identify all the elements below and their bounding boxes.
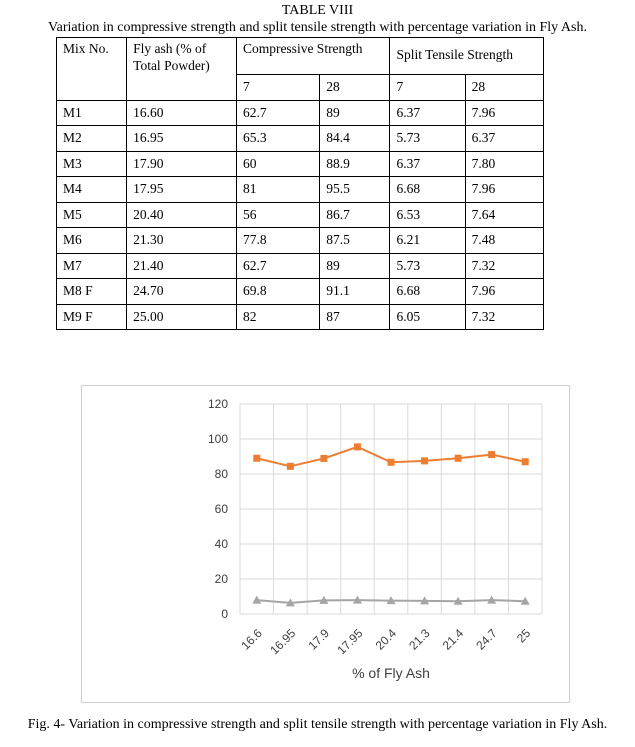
- table-row: [57, 304, 544, 330]
- cell-split-7: 6.37: [390, 100, 465, 126]
- x-tick-label: 16.95: [267, 626, 299, 658]
- series-1-point: [488, 451, 495, 458]
- cell-compressive-7: 81: [236, 177, 319, 203]
- cell-fly-ash: 20.40: [127, 202, 237, 228]
- x-tick-label: 24.7: [473, 626, 500, 653]
- series-1-point: [522, 458, 529, 465]
- table-row: [57, 253, 544, 279]
- cell-fly-ash: 16.95: [127, 126, 237, 152]
- table-row: [57, 100, 544, 126]
- cell-fly-ash: 17.95: [127, 177, 237, 203]
- table-row: [57, 202, 544, 228]
- y-tick-label: 60: [214, 502, 228, 516]
- cell-compressive-7: 56: [236, 202, 319, 228]
- x-tick-label: 17.9: [305, 626, 332, 653]
- cell-fly-ash: 21.30: [127, 228, 237, 254]
- header-split-7: 7: [390, 75, 465, 101]
- cell-compressive-7: 82: [236, 304, 319, 330]
- cell-compressive-7: 65.3: [236, 126, 319, 152]
- line-chart: [82, 386, 569, 702]
- cell-split-7: 6.37: [390, 151, 465, 177]
- header-mix-no: Mix No.: [57, 38, 127, 101]
- cell-split-28: 7.32: [465, 304, 543, 330]
- table-header-row: [57, 38, 544, 75]
- cell-split-28: 6.37: [465, 126, 543, 152]
- series-1-point: [388, 459, 395, 466]
- table-caption: Variation in compressive strength and split tensile strength with percentage variation in Fly Ash.: [48, 20, 587, 35]
- cell-split-28: 7.48: [465, 228, 543, 254]
- cell-fly-ash: 24.70: [127, 279, 237, 305]
- x-tick-label: 20.4: [372, 626, 400, 653]
- cell-compressive-28: 87: [320, 304, 390, 330]
- cell-split-28: 7.80: [465, 151, 543, 177]
- y-tick-label: 80: [214, 467, 228, 481]
- y-tick-label: 0: [221, 607, 228, 621]
- cell-compressive-7: 69.8: [236, 279, 319, 305]
- y-tick-label: 40: [214, 537, 228, 551]
- cell-split-7: 6.68: [390, 279, 465, 305]
- x-tick-label: 16.6: [238, 626, 265, 653]
- series-1-point: [421, 457, 428, 464]
- x-tick-label: 17.95: [334, 626, 366, 658]
- cell-compressive-28: 84.4: [320, 126, 390, 152]
- x-tick-label: 21.3: [406, 626, 433, 653]
- cell-compressive-28: 88.9: [320, 151, 390, 177]
- header-compressive-7: 7: [236, 75, 319, 101]
- results-table: [56, 37, 544, 330]
- header-split-28: 28: [465, 75, 543, 101]
- y-tick-label: 20: [214, 572, 228, 586]
- series-1-point: [455, 455, 462, 462]
- cell-mix-no: M7: [57, 253, 127, 279]
- cell-mix-no: M1: [57, 100, 127, 126]
- table-title: TABLE VIII: [281, 3, 354, 18]
- series-1-point: [354, 443, 361, 450]
- cell-compressive-28: 87.5: [320, 228, 390, 254]
- header-compressive-28: 28: [320, 75, 390, 101]
- chart-container: [81, 385, 570, 703]
- header-compressive-strength: Compressive Strength: [236, 38, 390, 75]
- table-body: [57, 100, 544, 330]
- x-tick-label: 25: [513, 626, 534, 646]
- cell-split-28: 7.64: [465, 202, 543, 228]
- series-1-point: [253, 455, 260, 462]
- figure-caption: Fig. 4- Variation in compressive strength and split tensile strength with percentage variation in Fly Ash.: [27, 717, 608, 732]
- cell-split-28: 7.32: [465, 253, 543, 279]
- cell-mix-no: M6: [57, 228, 127, 254]
- series-1-point: [320, 455, 327, 462]
- cell-split-28: 7.96: [465, 177, 543, 203]
- x-tick-label: 21.4: [439, 626, 467, 653]
- cell-fly-ash: 16.60: [127, 100, 237, 126]
- cell-compressive-28: 89: [320, 100, 390, 126]
- cell-compressive-7: 62.7: [236, 253, 319, 279]
- cell-mix-no: M9 F: [57, 304, 127, 330]
- cell-split-7: 6.53: [390, 202, 465, 228]
- cell-split-7: 6.05: [390, 304, 465, 330]
- cell-mix-no: M3: [57, 151, 127, 177]
- cell-fly-ash: 17.90: [127, 151, 237, 177]
- table-row: [57, 228, 544, 254]
- cell-fly-ash: 21.40: [127, 253, 237, 279]
- table-row: [57, 279, 544, 305]
- cell-compressive-7: 77.8: [236, 228, 319, 254]
- cell-compressive-7: 60: [236, 151, 319, 177]
- y-tick-label: 100: [207, 432, 228, 446]
- cell-compressive-28: 86.7: [320, 202, 390, 228]
- table-row: [57, 126, 544, 152]
- cell-compressive-7: 62.7: [236, 100, 319, 126]
- x-axis-label: % of Fly Ash: [352, 665, 430, 681]
- cell-compressive-28: 91.1: [320, 279, 390, 305]
- cell-compressive-28: 89: [320, 253, 390, 279]
- cell-mix-no: M4: [57, 177, 127, 203]
- cell-split-28: 7.96: [465, 279, 543, 305]
- cell-mix-no: M5: [57, 202, 127, 228]
- cell-split-7: 6.21: [390, 228, 465, 254]
- cell-mix-no: M2: [57, 126, 127, 152]
- table-row: [57, 151, 544, 177]
- cell-fly-ash: 25.00: [127, 304, 237, 330]
- cell-compressive-28: 95.5: [320, 177, 390, 203]
- cell-split-7: 6.68: [390, 177, 465, 203]
- header-fly-ash: Fly ash (% of Total Powder): [127, 38, 237, 101]
- series-1-point: [287, 463, 294, 470]
- header-split-tensile-strength: Split Tensile Strength: [390, 38, 544, 75]
- cell-split-7: 5.73: [390, 253, 465, 279]
- cell-split-28: 7.96: [465, 100, 543, 126]
- cell-mix-no: M8 F: [57, 279, 127, 305]
- table-row: [57, 177, 544, 203]
- y-tick-label: 120: [207, 397, 228, 411]
- cell-split-7: 5.73: [390, 126, 465, 152]
